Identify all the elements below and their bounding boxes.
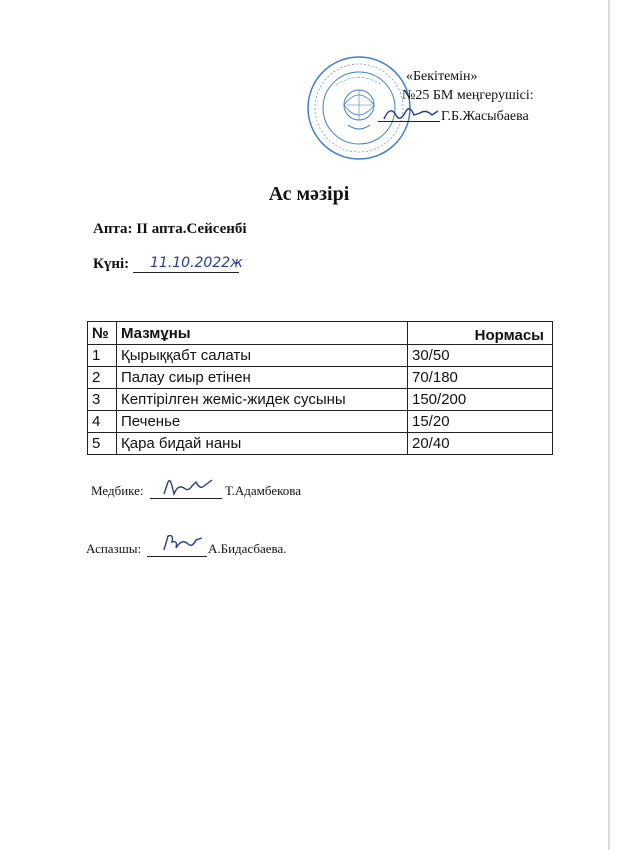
cook-label: Аспазшы:: [86, 541, 142, 556]
table-row: [88, 389, 553, 411]
page-edge: [608, 0, 610, 850]
cook-name: А.Бидасбаева.: [208, 541, 287, 556]
row-number: 2: [88, 367, 117, 389]
row-content: Кептірілген жеміс-жидек сусыны: [117, 389, 408, 411]
table-row: [88, 411, 553, 433]
nurse-label: Медбике:: [91, 483, 144, 498]
date-underline: [133, 272, 239, 273]
row-norm: 15/20: [408, 411, 553, 433]
row-number: 3: [88, 389, 117, 411]
week-line: Апта: ІІ апта.Сейсенбі: [93, 221, 247, 237]
table-row: [88, 367, 553, 389]
row-norm: 70/180: [408, 367, 553, 389]
page-title: Ас мәзірі: [268, 183, 350, 205]
row-number: 5: [88, 433, 117, 455]
row-content: Қара бидай наны: [117, 433, 408, 455]
row-norm: 20/40: [408, 433, 553, 455]
row-content: Печенье: [117, 411, 408, 433]
row-number: 1: [88, 345, 117, 367]
table-row: [88, 345, 553, 367]
nurse-signature: [160, 476, 216, 500]
menu-table: [87, 321, 553, 455]
row-norm: 150/200: [408, 389, 553, 411]
row-norm: 30/50: [408, 345, 553, 367]
table-header-row: [88, 322, 553, 345]
approval-title: «Бекітемін»: [406, 69, 478, 84]
date-label: Күні:: [93, 256, 130, 272]
header-content: Мазмұны: [117, 322, 408, 345]
cook-signature: [160, 532, 206, 556]
table-row: [88, 433, 553, 455]
approval-position: №25 БМ меңгерушісі:: [402, 88, 534, 103]
row-content: Қырыққабт салаты: [117, 345, 408, 367]
header-norm: Нормасы: [408, 322, 553, 345]
approval-signature: [380, 103, 442, 125]
nurse-name: Т.Адамбекова: [225, 483, 301, 498]
header-number: №: [88, 322, 117, 345]
cook-signature-line: [147, 556, 207, 557]
row-content: Палау сиыр етінен: [117, 367, 408, 389]
approval-name: Г.Б.Жасыбаева: [441, 109, 529, 124]
date-handwritten: 11.10.2022ж: [150, 255, 243, 271]
row-number: 4: [88, 411, 117, 433]
